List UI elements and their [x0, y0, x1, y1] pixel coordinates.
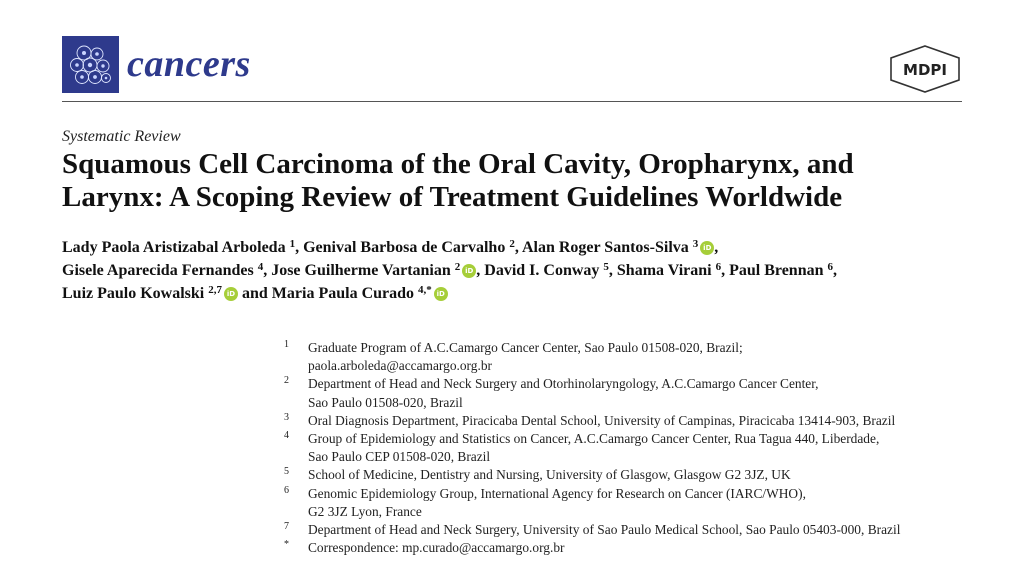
mdpi-logo[interactable]	[888, 44, 962, 94]
author-affiliation-sup: 4,*	[418, 284, 432, 296]
affiliation-item	[284, 521, 984, 539]
author-separator: ,	[476, 262, 485, 279]
author-separator: ,	[263, 262, 272, 279]
orcid-icon[interactable]: iD	[700, 241, 714, 255]
affiliation-number: 5	[284, 466, 289, 478]
author-affiliation-sup: 3	[692, 238, 699, 250]
author-affiliation-sup: 6	[827, 261, 833, 273]
author-name[interactable]: Lady Paola Aristizabal Arboleda	[62, 239, 290, 256]
affiliation-list	[284, 339, 984, 557]
author-affiliation-sup: 1	[289, 238, 296, 250]
article-type: Systematic Review	[62, 128, 181, 145]
affiliation-item	[284, 375, 984, 411]
journal-logo	[62, 36, 119, 93]
affiliation-item	[284, 412, 984, 430]
affiliation-line: Department of Head and Neck Surgery and Otorhinolaryngology, A.C.Camargo Cancer Center,	[308, 376, 819, 392]
affiliation-line: Sao Paulo CEP 01508-020, Brazil	[308, 449, 491, 465]
orcid-icon[interactable]: iD	[224, 287, 238, 301]
author-affiliation-sup: 2,7	[208, 284, 222, 296]
affiliation-number: 1	[284, 339, 289, 350]
author-name[interactable]: Paul Brennan	[729, 262, 828, 279]
header-divider	[62, 101, 962, 102]
author-name[interactable]: Alan Roger Santos-Silva	[521, 239, 693, 256]
affiliation-item	[284, 485, 984, 521]
affiliation-item	[284, 430, 984, 466]
author-separator: ,	[833, 262, 837, 279]
article-title	[62, 148, 992, 214]
orcid-icon[interactable]: iD	[434, 287, 448, 301]
affiliation-item	[284, 339, 984, 375]
cell-cluster-icon	[62, 36, 119, 93]
publisher-label: MDPI	[903, 61, 947, 79]
affiliation-item	[284, 539, 984, 557]
journal-name[interactable]: cancers	[127, 43, 251, 85]
affiliation-line: School of Medicine, Dentistry and Nursing, University of Glasgow, Glasgow G2 3JZ, UK	[308, 467, 791, 483]
affiliation-line: Group of Epidemiology and Statistics on Cancer, A.C.Camargo Cancer Center, Rua Tagua 440, Liberdade,	[308, 431, 880, 447]
author-name[interactable]: David I. Conway	[484, 262, 604, 279]
affiliation-line: Graduate Program of A.C.Camargo Cancer Center, Sao Paulo 01508-020, Brazil;	[308, 340, 743, 355]
affiliation-line: paola.arboleda@accamargo.org.br	[308, 358, 492, 374]
author-separator: ,	[721, 262, 730, 279]
affiliation-number: *	[284, 539, 289, 551]
author-and: and	[238, 285, 272, 302]
affiliation-number: 4	[284, 430, 289, 442]
author-affiliation-sup: 6	[715, 261, 722, 273]
author-affiliation-sup: 5	[603, 261, 609, 273]
author-separator: ,	[608, 262, 617, 279]
author-separator: ,	[714, 239, 719, 256]
author-name[interactable]: Shama Virani	[616, 262, 716, 279]
affiliation-line: Oral Diagnosis Department, Piracicaba Dental School, University of Campinas, Piracicaba 13414-903, Brazil	[308, 412, 896, 428]
affiliation-line: Genomic Epidemiology Group, International Agency for Research on Cancer (IARC/WHO),	[308, 485, 806, 501]
author-name[interactable]: Gisele Aparecida Fernandes	[62, 262, 258, 279]
title-line-1: Squamous Cell Carcinoma of the Oral Cavity, Oropharynx, and	[62, 148, 854, 180]
affiliation-line: Correspondence: mp.curado@accamargo.org.br	[308, 540, 565, 556]
affiliation-line: Department of Head and Neck Surgery, University of Sao Paulo Medical School, Sao Paulo 05403-000, Brazil	[308, 522, 901, 538]
author-name[interactable]: Genival Barbosa de Carvalho	[303, 239, 510, 256]
affiliation-line: G2 3JZ Lyon, France	[308, 503, 422, 519]
affiliation-item	[284, 466, 984, 484]
author-separator: ,	[514, 239, 522, 256]
author-name[interactable]: Luiz Paulo Kowalski	[62, 285, 209, 302]
author-affiliation-sup: 2	[454, 261, 461, 273]
author-affiliation-sup: 4	[257, 261, 264, 273]
author-name[interactable]: Jose Guilherme Vartanian	[271, 262, 455, 279]
author-affiliation-sup: 2	[509, 238, 515, 250]
author-separator: ,	[295, 239, 304, 256]
affiliation-number: 7	[284, 521, 289, 533]
author-list	[62, 236, 982, 305]
affiliation-number: 2	[284, 375, 289, 387]
affiliation-line: Sao Paulo 01508-020, Brazil	[308, 394, 463, 410]
title-line-2: Larynx: A Scoping Review of Treatment Guidelines Worldwide	[62, 181, 843, 213]
affiliation-number: 6	[284, 484, 289, 496]
affiliation-number: 3	[284, 411, 289, 423]
orcid-icon[interactable]: iD	[462, 264, 476, 278]
author-name[interactable]: Maria Paula Curado	[271, 285, 419, 302]
